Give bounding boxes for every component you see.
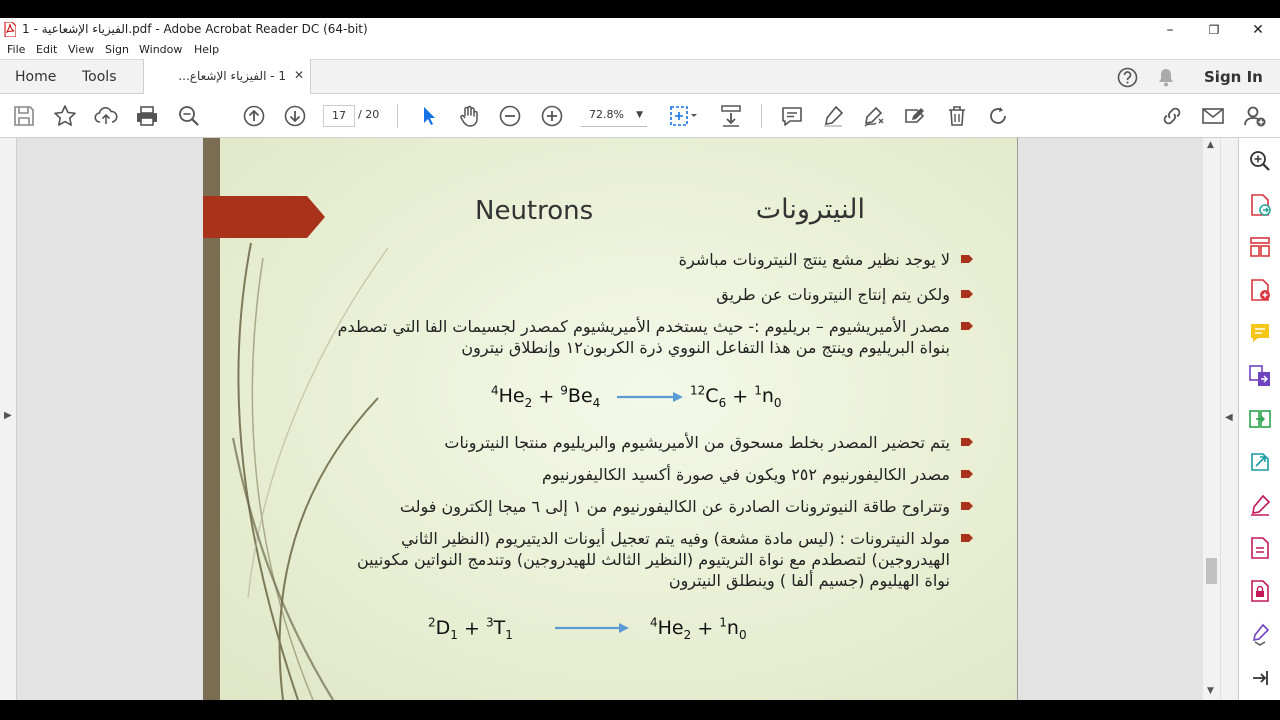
equation-products-2: $^4He_2 + ^1n_0$ (650, 616, 747, 643)
zoom-level-value: 72.8% (589, 108, 624, 121)
slide-title-english: Neutrons (475, 196, 594, 226)
bullet-text: مصدر الكاليفورنيوم ٢٥٢ ويكون في صورة أكسيد الكاليفورنيوم (541, 465, 950, 484)
eq2-term: $^4He_2$ (650, 616, 692, 643)
menu-sign[interactable]: Sign (105, 43, 129, 56)
scrollbar-thumb[interactable] (1206, 558, 1217, 584)
tab-document-label: 1 - الفيزياء الإشعاع... (178, 69, 286, 83)
share-link-icon[interactable] (1160, 104, 1184, 128)
protect-pdf-icon[interactable] (1248, 579, 1272, 603)
eq1-term: $^{12}C_6$ (690, 384, 727, 411)
search-zoom-icon[interactable] (1248, 149, 1272, 173)
main-toolbar (0, 94, 1280, 138)
zoom-out-icon[interactable] (498, 104, 522, 128)
equation-products-1: $^{12}C_6 + ^1n_0$ (690, 384, 782, 411)
save-icon[interactable] (12, 104, 36, 128)
tab-home[interactable]: Home (15, 69, 57, 85)
page-number-input[interactable]: 17 (323, 105, 355, 127)
bullet-text: ولكن يتم إنتاج النيترونات عن طريق (716, 285, 950, 304)
comment-icon[interactable] (780, 104, 804, 128)
bullet-text: مصدر الأميريشيوم – بريليوم :- حيث يستخدم الأميريشيوم كمصدر لجسيمات الفا التي تصطدم بنواة البريليوم وينتج من هذا التفاعل النووي ذرة الكربون١٢ وإنطلاق نيترون (337, 317, 950, 357)
next-page-icon[interactable] (283, 104, 307, 128)
bullet-text: يتم تحضير المصدر بخلط مسحوق من الأميريشيوم والبريليوم منتجا النيترونات (444, 433, 950, 452)
bullet-arrow-icon (961, 322, 973, 330)
chevron-right-icon[interactable]: ▶ (4, 410, 12, 421)
zoom-level-select[interactable] (581, 105, 647, 127)
tab-bar (0, 59, 1280, 94)
tab-document[interactable] (143, 59, 311, 95)
highlight-pen-icon[interactable] (821, 104, 845, 128)
bullet-arrow-icon (961, 438, 973, 446)
scroll-up-icon[interactable]: ▲ (1207, 140, 1214, 150)
chevron-left-icon[interactable]: ◀ (1225, 412, 1233, 423)
print-icon[interactable] (135, 104, 159, 128)
scroll-mode-icon[interactable] (719, 104, 743, 128)
zoom-in-icon[interactable] (540, 104, 564, 128)
bullet-arrow-icon (961, 502, 973, 510)
tools-rail (1238, 138, 1280, 700)
reaction-arrow-icon (617, 391, 685, 403)
bullet-arrow-icon (961, 255, 973, 263)
bullet-text: وتتراوح طاقة النيوترونات الصادرة عن الكاليفورنيوم من ١ إلى ٦ ميجا إلكترون فولت (399, 497, 950, 516)
menu-edit[interactable]: Edit (36, 43, 58, 56)
hand-tool-icon[interactable] (457, 104, 481, 128)
comment-tool-icon[interactable] (1248, 321, 1272, 345)
upload-cloud-icon[interactable] (94, 104, 118, 128)
equation-deuterium-tritium: $^2D_1 + ^3T_1$ (428, 616, 513, 643)
menu-file[interactable]: File (7, 43, 26, 56)
maximize-button[interactable]: ❐ (1208, 22, 1220, 37)
zoom-search-icon[interactable] (177, 104, 201, 128)
fill-sign-icon[interactable] (903, 104, 927, 128)
right-panel-toggle[interactable] (1220, 138, 1238, 700)
tab-tools[interactable]: Tools (82, 69, 117, 85)
sign-in-button[interactable]: Sign In (1204, 68, 1263, 86)
bullet-arrow-icon (961, 290, 973, 298)
eq2-term: $^1n_0$ (719, 616, 747, 643)
eq1-term: $^1n_0$ (754, 384, 782, 411)
close-tab-icon[interactable]: ✕ (293, 68, 304, 82)
chevron-down-icon: ▼ (636, 110, 643, 120)
collapse-panel-icon[interactable] (1248, 666, 1272, 690)
bookmark-star-icon[interactable] (53, 104, 77, 128)
export-pdf-icon[interactable] (1248, 193, 1272, 217)
edit-pdf-icon[interactable] (1248, 536, 1272, 560)
equation-americium-beryllium: $^4He_2 + ^9Be_4$ (491, 384, 601, 411)
more-tools-icon[interactable] (1248, 622, 1272, 646)
fill-and-sign-icon[interactable] (1248, 493, 1272, 517)
reaction-arrow-icon (555, 622, 631, 634)
create-pdf-icon[interactable] (1248, 278, 1272, 302)
window-title: 1 - الفيزياء الإشعاعية.pdf - Adobe Acrobat Reader DC (64-bit) (22, 22, 368, 36)
vertical-scrollbar[interactable] (1203, 138, 1220, 700)
title-bar (0, 18, 1280, 41)
email-icon[interactable] (1201, 104, 1225, 128)
draw-sign-icon[interactable] (862, 104, 886, 128)
bullet-arrow-icon (961, 534, 973, 542)
bullet-text: مولد النيترونات : (ليس مادة مشعة) وفيه يتم تعجيل أيونات الديتيريوم (النظير الثاني الهيدروجين) لتصطدم مع نواة التريتيوم (النظير الثالث للهيدروجين) وتندمج النواتين مكونيين نواة الهيليوم (جسيم ألفا ) وينطلق النيترون (356, 529, 950, 590)
compare-files-icon[interactable] (1248, 407, 1272, 431)
page-total: / 20 (358, 108, 380, 121)
bullet-arrow-icon (961, 470, 973, 478)
bullet-text: لا يوجد نظير مشع ينتج النيترونات مباشرة (678, 250, 950, 269)
notifications-bell-icon[interactable] (1157, 68, 1175, 88)
eq2-term: $^3T_1$ (485, 616, 513, 643)
eq1-term: $^4He_2$ (491, 384, 533, 411)
add-user-icon[interactable] (1243, 104, 1267, 128)
select-cursor-icon[interactable] (417, 104, 441, 128)
toolbar-divider (397, 104, 398, 128)
menu-window[interactable]: Window (139, 43, 183, 56)
organize-pages-icon[interactable] (1248, 235, 1272, 259)
eq2-term: $^2D_1$ (428, 616, 458, 643)
left-panel-toggle[interactable] (0, 138, 17, 700)
slide-title-arabic: النيترونات (755, 194, 865, 225)
menu-help[interactable]: Help (194, 43, 220, 56)
slide-decoration (203, 138, 1018, 700)
send-for-review-icon[interactable] (1248, 450, 1272, 474)
previous-page-icon[interactable] (242, 104, 266, 128)
toolbar-divider (761, 104, 762, 128)
menu-view[interactable]: View (68, 43, 95, 56)
fit-page-icon[interactable] (668, 104, 700, 128)
close-window-button[interactable]: ✕ (1252, 21, 1264, 38)
bottom-letterbox (0, 700, 1280, 720)
rotate-icon[interactable] (986, 104, 1010, 128)
eq1-term: $^9Be_4$ (560, 384, 601, 411)
scroll-down-icon[interactable]: ▼ (1207, 686, 1214, 696)
help-icon[interactable] (1117, 67, 1138, 88)
minimize-button[interactable]: – (1166, 21, 1174, 38)
top-letterbox (0, 0, 1280, 18)
trash-icon[interactable] (945, 104, 969, 128)
combine-files-icon[interactable] (1248, 364, 1272, 388)
menu-bar (0, 41, 1280, 59)
pdf-file-icon (4, 22, 16, 37)
pdf-page (203, 138, 1018, 700)
